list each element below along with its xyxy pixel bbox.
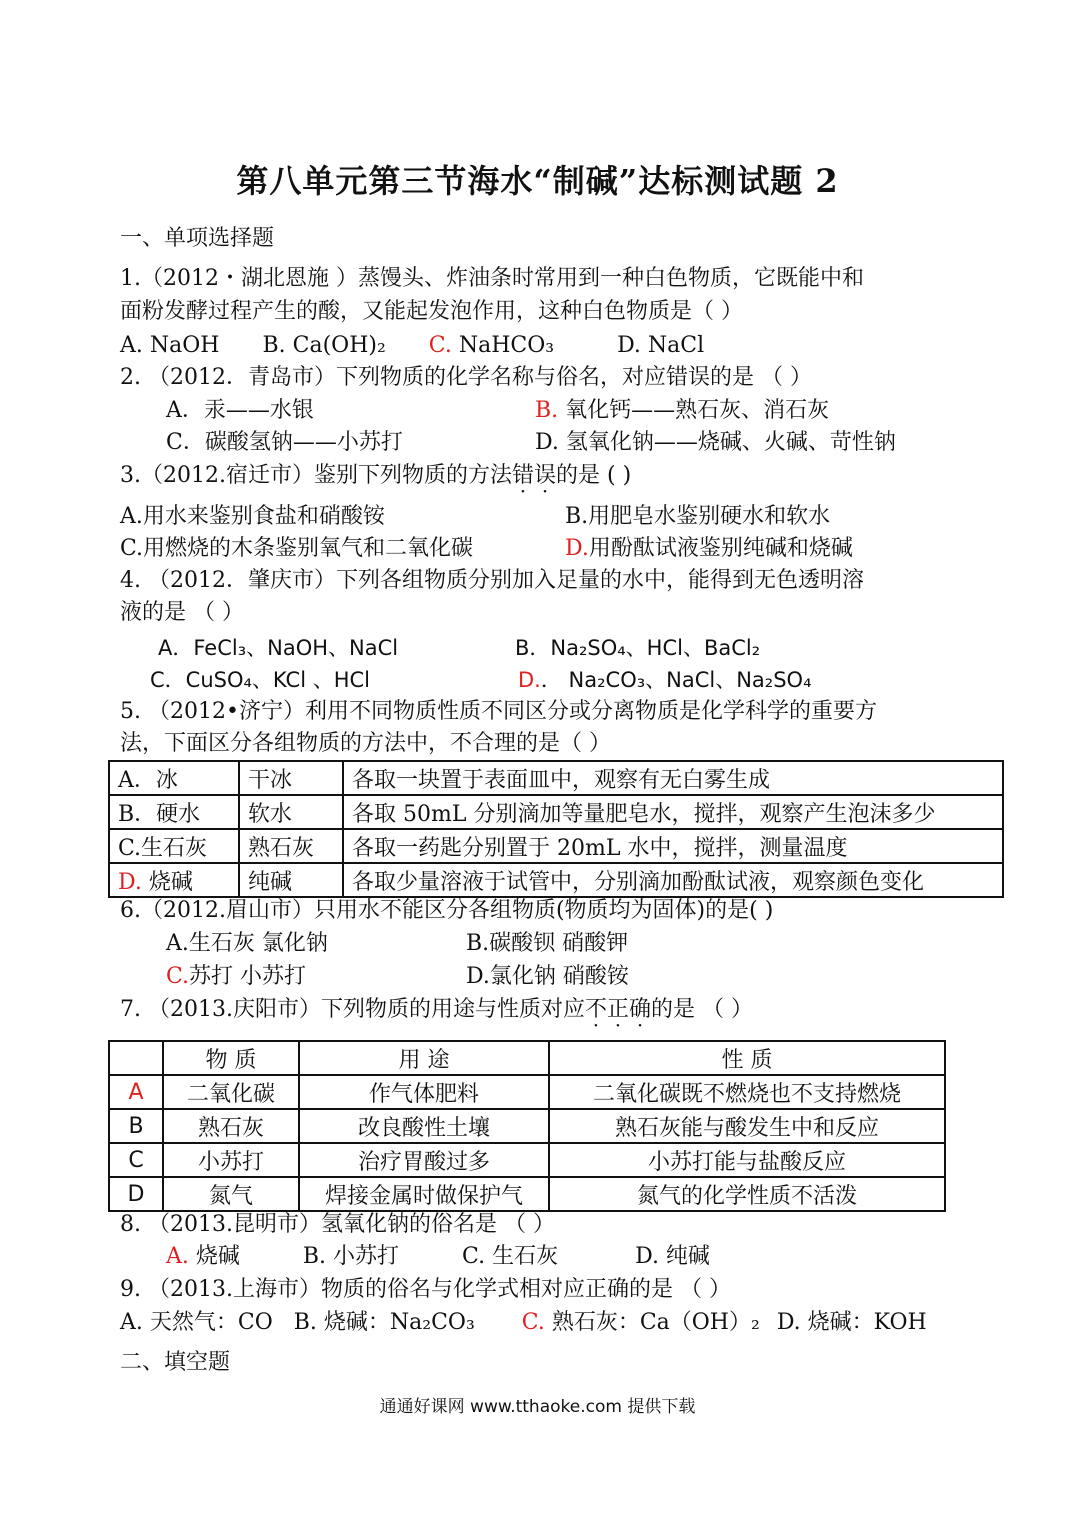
q5-stem-line2: 法，下面区分各组物质的方法中，不合理的是（ ） <box>120 731 611 756</box>
table-row <box>109 829 1003 863</box>
table-cell: 二氧化碳 <box>163 1075 299 1109</box>
table-row <box>109 863 1003 897</box>
table-cell: B <box>109 1109 163 1143</box>
table-row <box>109 1075 945 1109</box>
q3-answer-marker: D. <box>565 536 589 561</box>
q1-stem-line2: 面粉发酵过程产生的酸，又能起发泡作用，这种白色物质是（ ） <box>120 299 743 324</box>
q6-option-a: A.生石灰 氯化钠 <box>166 931 328 956</box>
q8-options: A. 烧碱 B. 小苏打 C. 生石灰 D. 纯碱 <box>166 1244 710 1269</box>
table-cell: C <box>109 1143 163 1177</box>
table-cell <box>109 1041 163 1075</box>
q6-option-d: D.氯化钠 硝酸铵 <box>466 964 629 989</box>
q5-stem-line1: 5. （2012•济宁）利用不同物质性质不同区分或分离物质是化学科学的重要方 <box>120 699 877 724</box>
table-row <box>109 1143 945 1177</box>
q2-answer-marker: B. <box>535 398 559 423</box>
page-footer: 通通好课网 www.tthaoke.com 提供下载 <box>379 1397 696 1417</box>
table-cell: 熟石灰 <box>239 829 343 863</box>
table-cell: B．硬水 <box>109 795 239 829</box>
table-cell: 氮气 <box>163 1177 299 1211</box>
table-header-cell: 物 质 <box>163 1041 299 1075</box>
q7-answer-marker: A <box>109 1075 163 1109</box>
table-cell: 熟石灰 <box>163 1109 299 1143</box>
table-header-cell: 性 质 <box>549 1041 945 1075</box>
q1-option-c: NaHCO₃ <box>451 333 555 358</box>
q1-option-d: D. NaCl <box>617 333 705 358</box>
q1-answer-marker: C. <box>428 333 452 358</box>
page-title: 第八单元第三节海水“制碱”达标测试题 2 <box>236 162 839 200</box>
table-cell: 二氧化碳既不燃烧也不支持燃烧 <box>549 1075 945 1109</box>
q3-option-a: A.用水来鉴别食盐和硝酸铵 <box>120 504 385 529</box>
table-row <box>109 1041 945 1075</box>
table-cell: 焊接金属时做保护气 <box>299 1177 549 1211</box>
q5-options-table <box>108 760 1004 898</box>
q4-option-d: D.． Na₂CO₃、NaCl、Na₂SO₄ <box>518 668 812 692</box>
table-cell: 小苏打能与盐酸反应 <box>549 1143 945 1177</box>
table-row <box>109 795 1003 829</box>
q6-answer-marker: C. <box>166 964 190 989</box>
table-cell: 熟石灰能与酸发生中和反应 <box>549 1109 945 1143</box>
q7-options-table <box>108 1040 946 1212</box>
q4-stem-line2: 液的是 （ ） <box>120 600 244 625</box>
q1-options <box>120 331 704 361</box>
q2-option-d: D. 氢氧化钠——烧碱、火碱、苛性钠 <box>535 430 896 455</box>
table-cell: 各取少量溶液于试管中，分别滴加酚酞试液，观察颜色变化 <box>343 863 1003 897</box>
q9-stem: 9. （2013.上海市）物质的俗名与化学式相对应正确的是 （ ） <box>120 1277 731 1302</box>
section-heading-1: 一、单项选择题 <box>120 226 275 251</box>
q1-stem-line1: 1.（2012・湖北恩施 ）蒸馒头、炸油条时常用到一种白色物质，它既能中和 <box>120 266 864 291</box>
q4-option-c: C．CuSO₄、KCl 、HCl <box>150 668 370 692</box>
q8-answer-marker: A. <box>166 1244 189 1269</box>
q2-option-a: A．汞——水银 <box>166 398 314 423</box>
q3-option-b: B.用肥皂水鉴别硬水和软水 <box>565 504 831 529</box>
table-row <box>109 1177 945 1211</box>
q7-stem: 7. （2013.庆阳市）下列物质的用途与性质对应不正确的是 （ ） <box>120 997 754 1022</box>
table-cell: 各取 50mL 分别滴加等量肥皂水，搅拌，观察产生泡沫多少 <box>343 795 1003 829</box>
section-heading-2: 二、填空题 <box>120 1350 231 1375</box>
table-cell: 各取一块置于表面皿中，观察有无白雾生成 <box>343 761 1003 795</box>
q4-option-a: A．FeCl₃、NaOH、NaCl <box>158 636 399 660</box>
q2-option-c: C．碳酸氢钠——小苏打 <box>166 430 403 455</box>
table-cell: 小苏打 <box>163 1143 299 1177</box>
q6-option-b: B.碳酸钡 硝酸钾 <box>466 931 629 956</box>
table-cell: C.生石灰 <box>109 829 239 863</box>
q3-option-d: D.用酚酞试液鉴别纯碱和烧碱 <box>565 536 853 561</box>
table-cell: 作气体肥料 <box>299 1075 549 1109</box>
q6-option-c: C.苏打 小苏打 <box>166 964 307 989</box>
table-cell: 各取一药匙分别置于 20mL 水中，搅拌，测量温度 <box>343 829 1003 863</box>
table-cell: 软水 <box>239 795 343 829</box>
q9-answer-marker: C. <box>521 1310 545 1335</box>
q2-option-b: B. 氧化钙——熟石灰、消石灰 <box>535 398 830 423</box>
table-cell: 纯碱 <box>239 863 343 897</box>
q1-option-b: B. Ca(OH)₂ <box>262 333 386 358</box>
q8-stem: 8. （2013.昆明市）氢氧化钠的俗名是 （ ） <box>120 1212 555 1237</box>
q5-answer-marker: D. <box>118 869 142 895</box>
q2-stem: 2. （2012．青岛市）下列物质的化学名称与俗名，对应错误的是 （ ） <box>120 365 812 390</box>
table-cell: A．冰 <box>109 761 239 795</box>
table-row <box>109 761 1003 795</box>
table-header-cell: 用 途 <box>299 1041 549 1075</box>
table-cell: 氮气的化学性质不活泼 <box>549 1177 945 1211</box>
q9-options: A. 天然气：CO B. 烧碱：Na₂CO₃ C. 熟石灰：Ca（OH）₂ D. 烧碱：KOH <box>120 1310 927 1335</box>
q3-stem: 3.（2012.宿迁市）鉴别下列物质的方法错误的是 ( ) <box>120 463 632 488</box>
q4-stem-line1: 4. （2012．肇庆市）下列各组物质分别加入足量的水中，能得到无色透明溶 <box>120 568 864 593</box>
q4-option-b: B．Na₂SO₄、HCl、BaCl₂ <box>515 636 761 660</box>
q4-answer-marker: D. <box>518 668 541 692</box>
table-cell: D <box>109 1177 163 1211</box>
q3-option-c: C.用燃烧的木条鉴别氧气和二氧化碳 <box>120 536 474 561</box>
table-cell: 干冰 <box>239 761 343 795</box>
q6-stem: 6.（2012.眉山市）只用水不能区分各组物质(物质均为固体)的是( ) <box>120 898 774 923</box>
table-cell: 改良酸性土壤 <box>299 1109 549 1143</box>
q1-option-a: A. NaOH <box>120 333 220 358</box>
table-cell: D. 烧碱 <box>109 863 239 897</box>
table-row <box>109 1109 945 1143</box>
table-cell: 治疗胃酸过多 <box>299 1143 549 1177</box>
